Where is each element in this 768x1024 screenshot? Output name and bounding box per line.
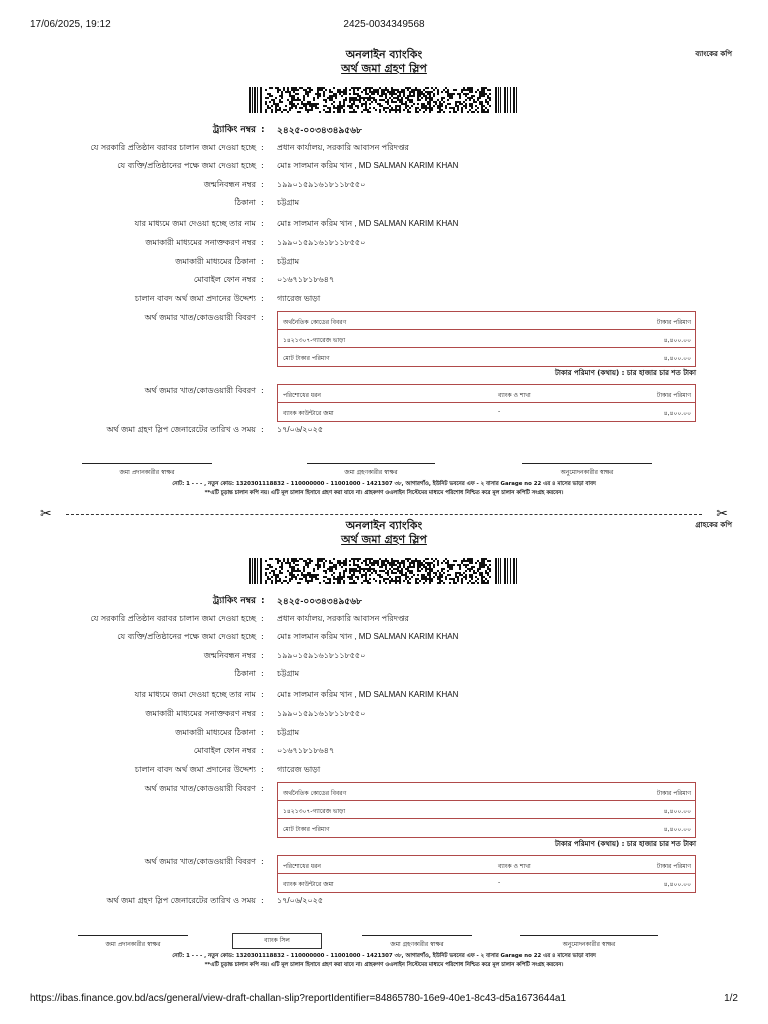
- field-value: মোঃ সালমান করিম খান , MD SALMAN KARIM KHAN: [277, 219, 459, 228]
- print-footer: [0, 993, 768, 1007]
- field-row: জন্মনিবন্ধন নম্বর : ১৯৯০১৫৯১৬১৮১১৮৫৫০: [0, 648, 768, 664]
- payer-signature: জমা প্রদানকারীর স্বাক্ষর: [78, 935, 188, 950]
- field-row: যে ব্যক্তি/প্রতিষ্ঠানের পক্ষে জমা দেওয়া হচ্ছে : মোঃ সালমান করিম খান , MD SALMAN KARIM KHAN: [0, 158, 768, 174]
- payment-table: [277, 384, 696, 422]
- table-row: ১৪২১৩০৭-গ্যারেজ ভাড়া ৪,৪০০.০০: [278, 801, 695, 819]
- detail-row: অর্থ জমার খাত/কোডওয়ারী বিবরণ :: [0, 854, 768, 870]
- field-row: জমাকারী মাধ্যমের সনাক্তকরণ নম্বর : ১৯৯০১৫৯১৬১৮১১৮৫৫০: [0, 235, 768, 251]
- field-row: জমাকারী মাধ্যমের ঠিকানা : চট্টগ্রাম: [0, 254, 768, 270]
- field-row: ঠিকানা : চট্টগ্রাম: [0, 666, 768, 682]
- field-value: চট্টগ্রাম: [277, 257, 300, 266]
- table-total-row: মোট টাকার পরিমাণ ৪,৪০০.০০: [283, 355, 691, 362]
- field-row: যে সরকারি প্রতিষ্ঠান বরাবর চালান জমা দেওয়া হচ্ছে : প্রধান কার্যালয়, সরকারি আবাসন পরিদপ্তর: [0, 611, 768, 627]
- print-datetime: 17/06/2025, 19:12: [30, 19, 111, 30]
- tracking-value: ২৪২৫-০০৩৪৩৪৯৫৬৮: [277, 596, 362, 606]
- field-value: ১৯৯০১৫৯১৬১৮১১৮৫৫০: [277, 238, 366, 247]
- field-label: জমাকারী মাধ্যমের সনাক্তকরণ নম্বর: [145, 238, 256, 247]
- field-label: জমাকারী মাধ্যমের ঠিকানা: [175, 728, 256, 737]
- slip-subtitle: অর্থ জমা গ্রহণ স্লিপ: [341, 533, 427, 546]
- barcode-image: [249, 558, 519, 584]
- slip-notes: [0, 480, 768, 498]
- payment-table: [277, 855, 696, 893]
- field-value: ০১৬৭১৮১৮৬৪৭: [277, 275, 335, 284]
- scissors-icon: ✂: [40, 506, 52, 522]
- date-row: অর্থ জমা গ্রহণ স্লিপ জেনারেটের তারিখ ও সময় : ১৭/০৬/২০২৫: [0, 422, 768, 438]
- table-header: পরিশোধের ধরন ব্যাংক ও শাখা টাকার পরিমাণ: [278, 385, 695, 403]
- amount-in-words: টাকার পরিমাণ (কথায়) : চার হাজার চার শত টাকা: [555, 369, 696, 377]
- field-value: মোঃ সালমান করিম খান , MD SALMAN KARIM KHAN: [277, 632, 459, 641]
- slip-title: অনলাইন ব্যাংকিং: [345, 48, 423, 61]
- field-row: জমাকারী মাধ্যমের ঠিকানা : চট্টগ্রাম: [0, 725, 768, 741]
- table-total-row: মোট টাকার পরিমাণ ৪,৪০০.০০: [283, 826, 691, 833]
- tracking-row: ট্র্যাকিং নম্বর : ২৪২৫-০০৩৪৩৪৯৫৬৮: [0, 122, 768, 138]
- field-label: জমাকারী মাধ্যমের সনাক্তকরণ নম্বর: [145, 709, 256, 718]
- detail-label: অর্থ জমার খাত/কোডওয়ারী বিবরণ: [144, 386, 256, 395]
- economic-code-table: [277, 311, 696, 367]
- field-row: জন্মনিবন্ধন নম্বর : ১৯৯০১৫৯১৬১৮১১৮৫৫০: [0, 177, 768, 193]
- field-value: ১৯৯০১৫৯১৬১৮১১৮৫৫০: [277, 709, 366, 718]
- field-label: মোবাইল ফোন নম্বর: [193, 275, 256, 284]
- table-header: অর্থনৈতিক কোডের বিবরণ টাকার পরিমাণ: [278, 312, 695, 330]
- field-row: ঠিকানা : চট্টগ্রাম: [0, 195, 768, 211]
- detail-label: অর্থ জমার খাত/কোডওয়ারী বিবরণ: [144, 313, 256, 322]
- slip-title: অনলাইন ব্যাংকিং: [345, 519, 423, 532]
- slip-copy-bank: [0, 48, 768, 518]
- field-label: যে সরকারি প্রতিষ্ঠান বরাবর চালান জমা দেওয়া হচ্ছে: [90, 143, 256, 152]
- note-line: নোট: 1 - - - , নতুন কোড: 1320301118832 - 110000000 - 11001000 - 1421307 ৩৮, আগারগাঁও, ইউনিট ভবনের এফ - ২ বাসার Garage no 22 এর ৪ মাসের ভাড়া বাবদ: [172, 481, 596, 487]
- field-label: মোবাইল ফোন নম্বর: [193, 746, 256, 755]
- field-value: মোঃ সালমান করিম খান , MD SALMAN KARIM KHAN: [277, 161, 459, 170]
- field-label: চালান বাবদ অর্থ জমা প্রদানের উদ্দেশ্য: [134, 294, 256, 303]
- field-label: যে সরকারি প্রতিষ্ঠান বরাবর চালান জমা দেওয়া হচ্ছে: [90, 614, 256, 623]
- field-value: চট্টগ্রাম: [277, 728, 300, 737]
- table-row: ১৪২১৩০৭-গ্যারেজ ভাড়া ৪,৪০০.০০: [278, 330, 695, 348]
- field-row: যে সরকারি প্রতিষ্ঠান বরাবর চালান জমা দেওয়া হচ্ছে : প্রধান কার্যালয়, সরকারি আবাসন পরিদপ্তর: [0, 140, 768, 156]
- field-value: ১৯৯০১৫৯১৬১৮১১৮৫৫০: [277, 651, 366, 660]
- economic-code-table: [277, 782, 696, 838]
- field-row: যে ব্যক্তি/প্রতিষ্ঠানের পক্ষে জমা দেওয়া হচ্ছে : মোঃ সালমান করিম খান , MD SALMAN KARIM KHAN: [0, 629, 768, 645]
- table-header: পরিশোধের ধরন ব্যাংক ও শাখা টাকার পরিমাণ: [278, 856, 695, 874]
- amount-in-words: টাকার পরিমাণ (কথায়) : চার হাজার চার শত টাকা: [555, 840, 696, 848]
- slip-subtitle: অর্থ জমা গ্রহণ স্লিপ: [341, 62, 427, 75]
- field-row: মোবাইল ফোন নম্বর : ০১৬৭১৮১৮৬৪৭: [0, 272, 768, 288]
- detail-row: অর্থ জমার খাত/কোডওয়ারী বিবরণ :: [0, 383, 768, 399]
- receiver-signature: জমা গ্রহণকারীর স্বাক্ষর: [307, 463, 435, 478]
- payer-signature: জমা প্রদানকারীর স্বাক্ষর: [82, 463, 212, 478]
- date-label: অর্থ জমা গ্রহণ স্লিপ জেনারেটের তারিখ ও সময়: [106, 896, 256, 905]
- copy-label: গ্রাহকের কপি: [695, 521, 732, 529]
- slip-notes: [0, 952, 768, 970]
- detail-label: অর্থ জমার খাত/কোডওয়ারী বিবরণ: [144, 784, 256, 793]
- field-row: চালান বাবদ অর্থ জমা প্রদানের উদ্দেশ্য : গ্যারেজ ভাড়া: [0, 291, 768, 307]
- field-value: গ্যারেজ ভাড়া: [277, 294, 321, 303]
- field-row: জমাকারী মাধ্যমের সনাক্তকরণ নম্বর : ১৯৯০১৫৯১৬১৮১১৮৫৫০: [0, 706, 768, 722]
- field-value: প্রধান কার্যালয়, সরকারি আবাসন পরিদপ্তর: [277, 614, 409, 623]
- detail-row: অর্থ জমার খাত/কোডওয়ারী বিবরণ :: [0, 310, 768, 326]
- copy-label: ব্যাংকের কপি: [695, 50, 732, 58]
- table-row: ব্যাংক কাউন্টারে জমা - ৪,৪০০.০০: [283, 408, 691, 417]
- approver-signature: অনুমোদনকারীর স্বাক্ষর: [522, 463, 652, 478]
- field-value: ০১৬৭১৮১৮৬৪৭: [277, 746, 335, 755]
- detail-row: অর্থ জমার খাত/কোডওয়ারী বিবরণ :: [0, 781, 768, 797]
- page-number: 1/2: [724, 993, 738, 1004]
- field-label: ঠিকানা: [234, 669, 256, 678]
- slip-copy-customer: [0, 519, 768, 989]
- field-row: যার মাধ্যমে জমা দেওয়া হচ্ছে তার নাম : মোঃ সালমান করিম খান , MD SALMAN KARIM KHAN: [0, 216, 768, 232]
- tracking-row: ট্র্যাকিং নম্বর : ২৪২৫-০০৩৪৩৪৯৫৬৮: [0, 593, 768, 609]
- date-value: ১৭/০৬/২০২৫: [277, 896, 324, 905]
- field-label: যে ব্যক্তি/প্রতিষ্ঠানের পক্ষে জমা দেওয়া হচ্ছে: [117, 161, 256, 170]
- field-label: ঠিকানা: [234, 198, 256, 207]
- date-row: অর্থ জমা গ্রহণ স্লিপ জেনারেটের তারিখ ও সময় : ১৭/০৬/২০২৫: [0, 893, 768, 909]
- field-value: ১৯৯০১৫৯১৬১৮১১৮৫৫০: [277, 180, 366, 189]
- date-label: অর্থ জমা গ্রহণ স্লিপ জেনারেটের তারিখ ও সময়: [106, 425, 256, 434]
- date-value: ১৭/০৬/২০২৫: [277, 425, 324, 434]
- field-row: মোবাইল ফোন নম্বর : ০১৬৭১৮১৮৬৪৭: [0, 743, 768, 759]
- barcode-image: [249, 87, 519, 113]
- print-header: [0, 19, 768, 33]
- field-label: যার মাধ্যমে জমা দেওয়া হচ্ছে তার নাম: [134, 219, 256, 228]
- detail-label: অর্থ জমার খাত/কোডওয়ারী বিবরণ: [144, 857, 256, 866]
- field-value: গ্যারেজ ভাড়া: [277, 765, 321, 774]
- field-row: যার মাধ্যমে জমা দেওয়া হচ্ছে তার নাম : মোঃ সালমান করিম খান , MD SALMAN KARIM KHAN: [0, 687, 768, 703]
- table-row: ব্যাংক কাউন্টারে জমা - ৪,৪০০.০০: [283, 879, 691, 888]
- field-value: চট্টগ্রাম: [277, 669, 300, 678]
- field-label: যে ব্যক্তি/প্রতিষ্ঠানের পক্ষে জমা দেওয়া হচ্ছে: [117, 632, 256, 641]
- table-header: অর্থনৈতিক কোডের বিবরণ টাকার পরিমাণ: [278, 783, 695, 801]
- field-row: চালান বাবদ অর্থ জমা প্রদানের উদ্দেশ্য : গ্যারেজ ভাড়া: [0, 762, 768, 778]
- note-line: **এটি চূড়ান্ত চালান কপি নয়। এটি মূল চালান হিসাবে গ্রহণ করা যাবে না। গ্রাহকগণ ওএলাইন সিস্টেমের মাধ্যমে পরিশোধ নিশ্চিত করে মূল চালান কপিটি সংগ্রহ করবেন।: [204, 962, 564, 968]
- field-label: জন্মনিবন্ধন নম্বর: [203, 180, 256, 189]
- field-label: জমাকারী মাধ্যমের ঠিকানা: [175, 257, 256, 266]
- field-value: মোঃ সালমান করিম খান , MD SALMAN KARIM KHAN: [277, 690, 459, 699]
- tracking-value: ২৪২৫-০০৩৪৩৪৯৫৬৮: [277, 125, 362, 135]
- bank-seal-box: ব্যাংক সিল: [232, 933, 322, 949]
- note-line: নোট: 1 - - - , নতুন কোড: 1320301118832 - 110000000 - 11001000 - 1421307 ৩৮, আগারগাঁও, ইউনিট ভবনের এফ - ২ বাসার Garage no 22 এর ৪ মাসের ভাড়া বাবদ: [172, 953, 596, 959]
- print-title: 2425-0034349568: [343, 19, 425, 30]
- tracking-label: ট্র্যাকিং নম্বর: [212, 596, 256, 606]
- receiver-signature: জমা গ্রহণকারীর স্বাক্ষর: [362, 935, 472, 950]
- approver-signature: অনুমোদনকারীর স্বাক্ষর: [520, 935, 658, 950]
- field-value: চট্টগ্রাম: [277, 198, 300, 207]
- field-label: চালান বাবদ অর্থ জমা প্রদানের উদ্দেশ্য: [134, 765, 256, 774]
- note-line: **এটি চূড়ান্ত চালান কপি নয়। এটি মূল চালান হিসাবে গ্রহণ করা যাবে না। গ্রাহকগণ ওএলাইন সিস্টেমের মাধ্যমে পরিশোধ নিশ্চিত করে মূল চালান কপিটি সংগ্রহ করবেন।: [204, 490, 564, 496]
- field-label: যার মাধ্যমে জমা দেওয়া হচ্ছে তার নাম: [134, 690, 256, 699]
- page-url: https://ibas.finance.gov.bd/acs/general/view-draft-challan-slip?reportIdentifier=84865780-16e9-40e1-8c43-d5a1673644a1: [30, 993, 567, 1004]
- tracking-label: ট্র্যাকিং নম্বর: [212, 125, 256, 135]
- scissors-icon: ✂: [716, 506, 728, 522]
- field-label: জন্মনিবন্ধন নম্বর: [203, 651, 256, 660]
- field-value: প্রধান কার্যালয়, সরকারি আবাসন পরিদপ্তর: [277, 143, 409, 152]
